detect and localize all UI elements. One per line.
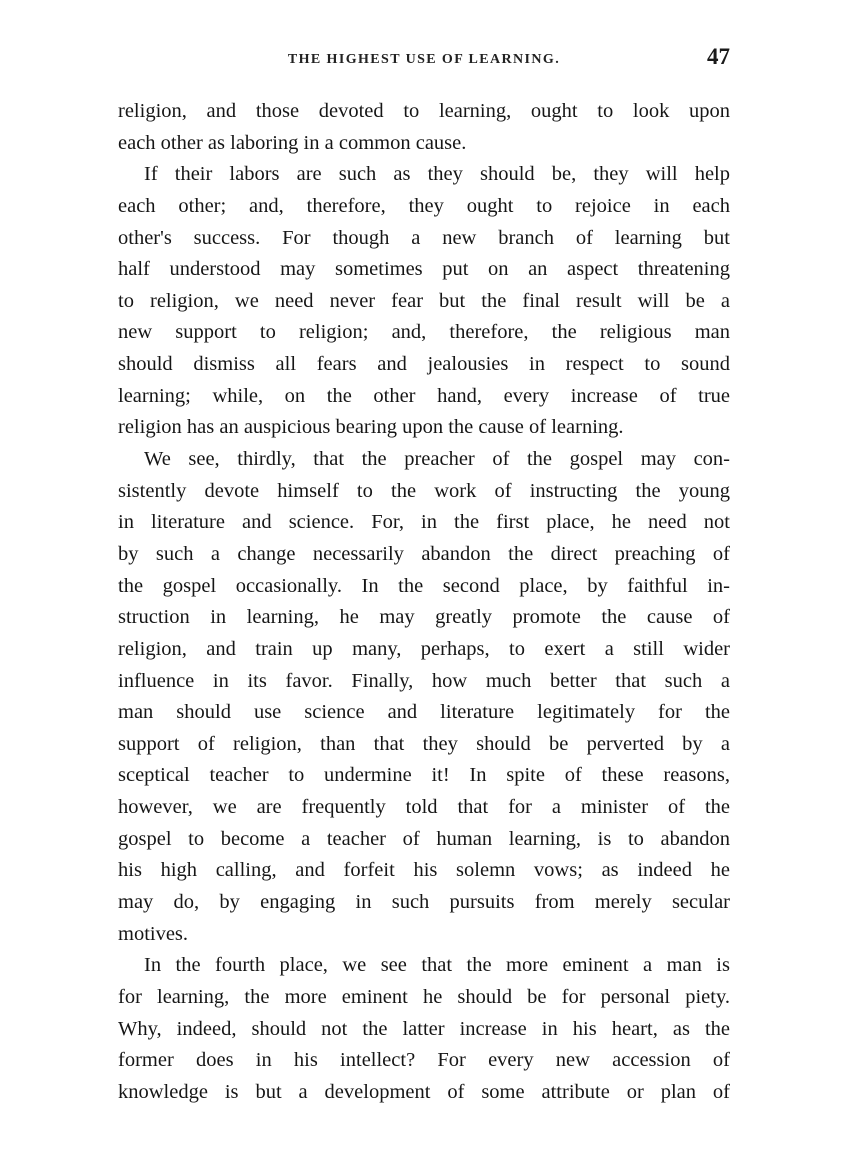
running-head [118,44,730,74]
text-line: to religion, we need never fear but the final result will be a [118,289,730,312]
text-line: former does in his intellect? For every new accession of [118,1049,730,1072]
page-number: 47 [707,44,730,69]
text-line: In the fourth place, we see that the more eminent a man is [144,954,730,977]
text-line: gospel to become a teacher of human learning, is to abandon [118,827,730,850]
text-line: struction in learning, he may greatly promote the cause of [118,606,730,629]
text-line: each other as laboring in a common cause. [118,131,467,154]
text-line: influence in its favor. Finally, how much better that such a [118,669,730,692]
text-line: sceptical teacher to undermine it! In spite of these reasons, [118,764,730,787]
text-line: religion, and those devoted to learning, ought to look upon [118,100,730,122]
text-line: We see, thirdly, that the preacher of the gospel may con- [144,448,730,471]
text-line: each other; and, therefore, they ought to rejoice in each [118,194,730,217]
text-line: Why, indeed, should not the latter increase in his heart, as the [118,1017,730,1040]
text-line: new support to religion; and, therefore, the religious man [118,321,730,344]
text-line: motives. [118,922,189,945]
text-line: however, we are frequently told that for a minister of the [118,796,730,819]
text-line: other's success. For though a new branch of learning but [118,226,730,249]
text-line: support of religion, than that they should be perverted by a [118,732,730,755]
text-line: knowledge is but a development of some attribute or plan of [118,1080,730,1103]
text-line: by such a change necessarily abandon the direct preaching of [118,542,730,565]
text-line: religion, and train up many, perhaps, to exert a still wider [118,637,730,660]
text-line: man should use science and literature legitimately for the [118,701,730,724]
body-text [118,96,730,1109]
text-line: may do, by engaging in such pursuits from merely secular [118,891,730,914]
text-line: in literature and science. For, in the first place, he need not [118,511,730,534]
text-line: religion has an auspicious bearing upon the cause of learning. [118,416,624,439]
text-line: for learning, the more eminent he should be for personal piety. [118,985,730,1008]
text-line: should dismiss all fears and jealousies in respect to sound [118,353,730,376]
text-line: the gospel occasionally. In the second place, by faithful in- [118,574,730,597]
text-line: his high calling, and forfeit his solemn vows; as indeed he [118,859,730,882]
text-line: If their labors are such as they should be, they will help [144,163,730,186]
text-line: learning; while, on the other hand, every increase of true [118,384,730,407]
text-line: half understood may sometimes put on an aspect threatening [118,258,730,281]
text-line: sistently devote himself to the work of instructing the young [118,479,730,502]
running-title: THE HIGHEST USE OF LEARNING. [287,52,561,67]
